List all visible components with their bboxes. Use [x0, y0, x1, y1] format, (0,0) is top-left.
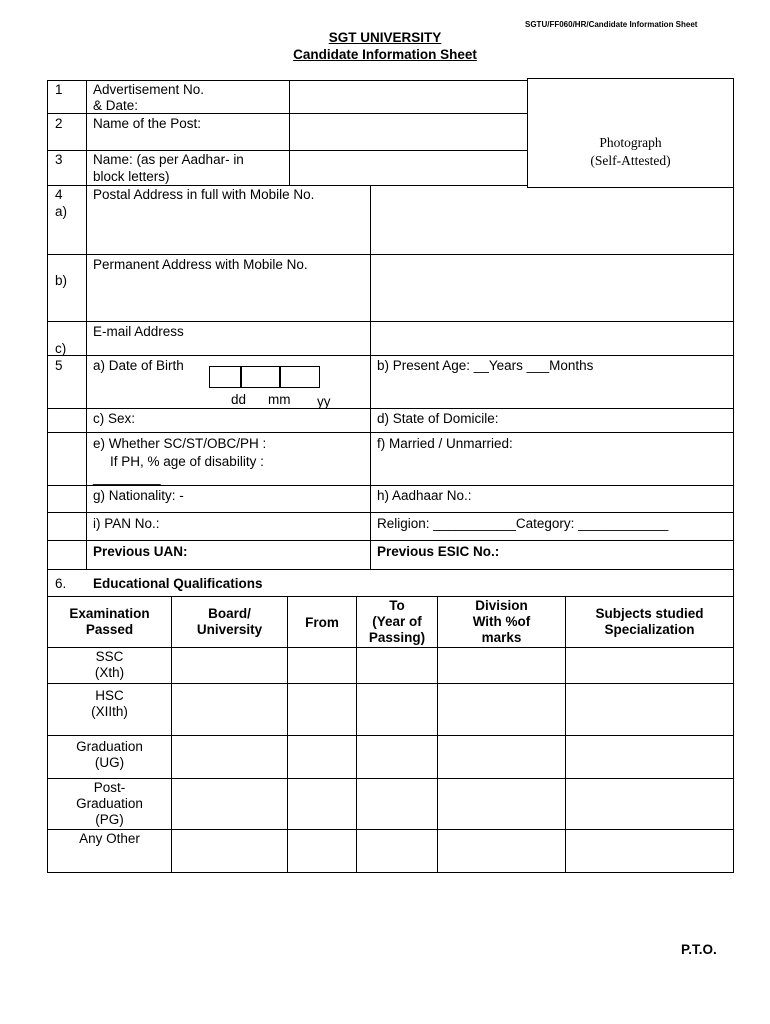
- sheet-title: Candidate Information Sheet: [293, 47, 477, 62]
- row-number-2: 2: [55, 116, 63, 131]
- email-label: E-mail Address: [93, 324, 184, 339]
- row-letter-4a: a): [55, 204, 68, 219]
- marital-status-label: f) Married / Unmarried:: [377, 436, 513, 451]
- advertisement-date-label: & Date:: [93, 98, 139, 113]
- permanent-address-field[interactable]: [372, 256, 732, 320]
- dob-day-box[interactable]: [209, 366, 242, 388]
- university-title: SGT UNIVERSITY: [328, 30, 442, 45]
- advertisement-field[interactable]: [291, 82, 526, 112]
- dob-month-box[interactable]: [240, 366, 281, 388]
- previous-esic-label: Previous ESIC No.:: [377, 544, 500, 559]
- header-division: Division With %of marks: [472, 598, 531, 645]
- name-label: Name: (as per Aadhar- in: [93, 152, 244, 167]
- photograph-label: Photograph: [599, 135, 662, 150]
- document-reference: SGTU/FF060/HR/Candidate Information Sheet: [525, 20, 698, 29]
- exam-hsc: HSC (XIIth): [91, 688, 128, 719]
- header-from: From: [305, 615, 339, 630]
- header-subjects: Subjects studied Specialization: [595, 606, 704, 637]
- exam-post-graduation: Post- Graduation (PG): [76, 780, 143, 827]
- self-attested-label: (Self-Attested): [590, 153, 671, 168]
- row-number-3: 3: [55, 152, 63, 167]
- sex-label: c) Sex:: [93, 411, 136, 426]
- previous-uan-label: Previous UAN:: [93, 544, 188, 559]
- present-age-label: b) Present Age: __Years ___Months: [377, 358, 594, 373]
- pto-label: P.T.O.: [681, 942, 717, 957]
- dob-label: a) Date of Birth: [93, 358, 184, 373]
- header-to: To (Year of Passing): [368, 598, 426, 645]
- advertisement-label: Advertisement No.: [93, 82, 205, 97]
- row-letter-4b: b): [55, 273, 68, 288]
- row-number-5: 5: [55, 358, 63, 373]
- aadhaar-label: h) Aadhaar No.:: [377, 488, 472, 503]
- nationality-label: g) Nationality: -: [93, 488, 184, 503]
- disability-label: If PH, % age of disability :: [110, 454, 264, 469]
- postal-address-field[interactable]: [372, 187, 732, 253]
- row-number-4: 4: [55, 187, 63, 202]
- name-field[interactable]: [291, 152, 526, 184]
- educational-qualifications-heading: Educational Qualifications: [93, 576, 263, 591]
- dob-dd-label: dd: [231, 392, 247, 407]
- religion-category-label: Religion: ___________Category: ____________: [377, 516, 669, 531]
- category-question-label: e) Whether SC/ST/OBC/PH :: [93, 436, 267, 451]
- pan-label: i) PAN No.:: [93, 516, 160, 531]
- permanent-address-label: Permanent Address with Mobile No.: [93, 257, 308, 272]
- name-label-line2: block letters): [93, 169, 170, 184]
- exam-graduation: Graduation (UG): [76, 739, 143, 770]
- row-letter-4c: c): [55, 341, 67, 356]
- exam-ssc: SSC (Xth): [94, 649, 125, 680]
- header-board: Board/ University: [196, 606, 263, 637]
- photograph-box[interactable]: [527, 78, 734, 188]
- post-name-label: Name of the Post:: [93, 116, 202, 131]
- disability-blank: _________: [93, 470, 161, 485]
- domicile-label: d) State of Domicile:: [377, 411, 499, 426]
- dob-year-box[interactable]: [279, 366, 320, 388]
- exam-any-other: Any Other: [79, 831, 140, 846]
- dob-yy-label: yy: [317, 394, 331, 409]
- email-field[interactable]: [372, 323, 732, 354]
- post-name-field[interactable]: [291, 115, 526, 149]
- row-number-6: 6.: [55, 576, 67, 591]
- postal-address-label: Postal Address in full with Mobile No.: [93, 187, 315, 202]
- dob-mm-label: mm: [268, 392, 291, 407]
- header-examination: Examination Passed: [69, 606, 150, 637]
- row-number-1: 1: [55, 82, 63, 97]
